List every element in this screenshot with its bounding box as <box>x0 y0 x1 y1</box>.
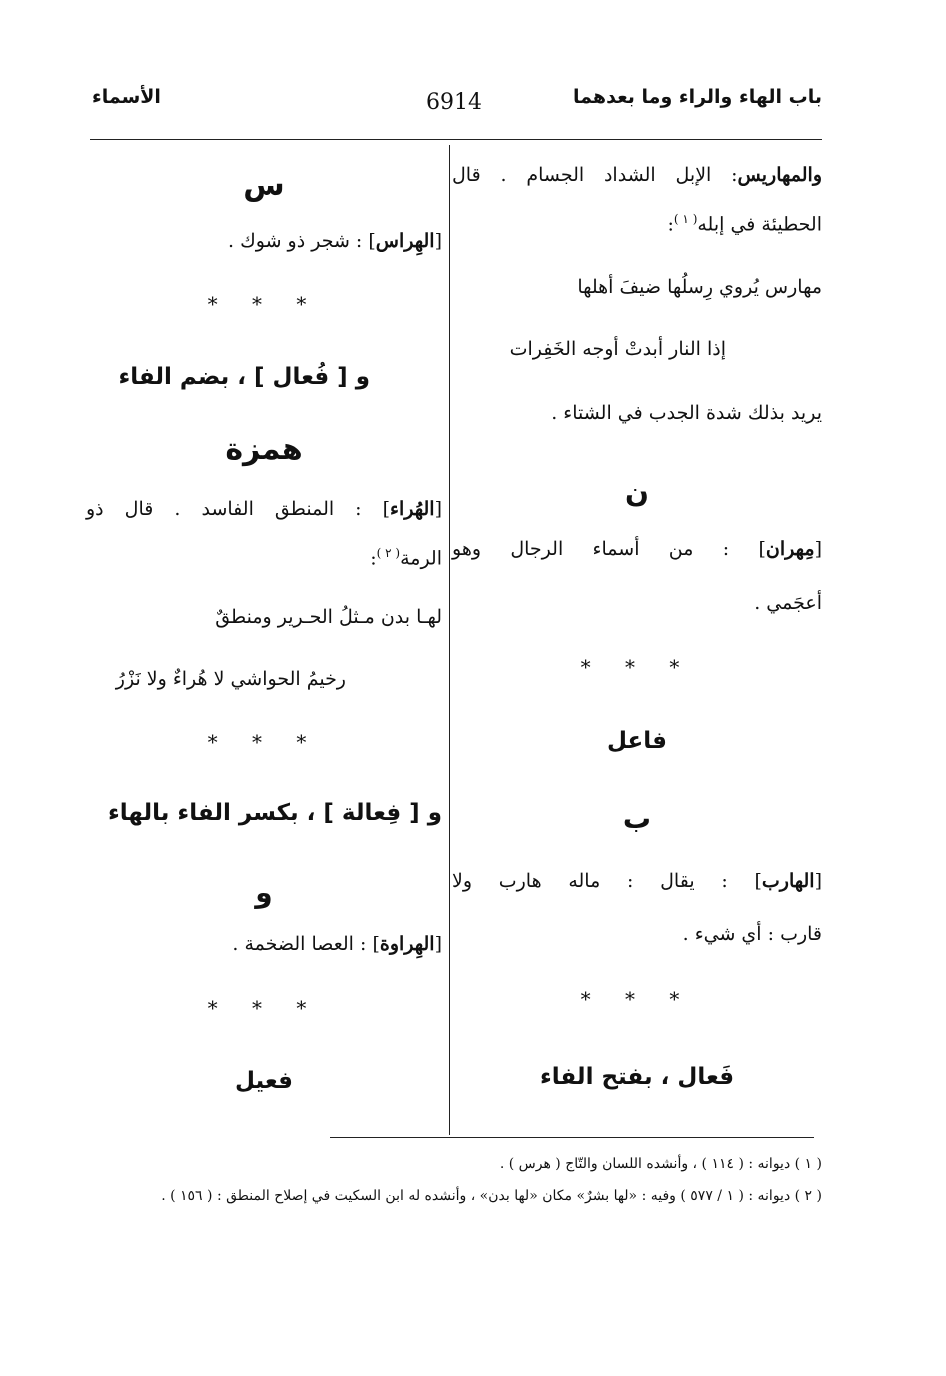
section-separator-stars: * * * <box>207 996 321 1020</box>
entry-maharees-line5: يريد بذلك شدة الجدب في الشتاء . <box>551 402 822 424</box>
verse-line-2: رخيمُ الحواشي لا هُراءٌ ولا نَزْرُ <box>115 668 346 690</box>
bracket: [ <box>814 870 822 892</box>
definition-text: ] : المنطق الفاسد . قال ذو <box>86 498 391 520</box>
entry-hiras <box>228 230 442 252</box>
headword-harib: الهارب <box>761 870 815 892</box>
footnote-rule <box>330 1137 814 1138</box>
bracket: [ <box>434 933 442 955</box>
bracket: [ <box>434 498 442 520</box>
pattern-heading-fa-al: فَعال ، بفتح الفاء <box>539 1064 735 1090</box>
entry-huraa-line1 <box>86 498 442 520</box>
definition-text: الحطيئة في إبله <box>697 213 822 236</box>
headword-hirawa: الهِراوة <box>379 933 435 955</box>
headword-hiras: الهِراس <box>375 230 435 252</box>
entry-harib-line2: قارب : أي شيء . <box>682 923 822 945</box>
entry-maharees-line1 <box>452 164 822 186</box>
headword-mihran: مِهران <box>765 538 815 560</box>
pattern-heading-fi-ala: و [ فِعالة ] ، بكسر الفاء بالهاء <box>107 800 442 826</box>
letter-heading-ba: ب <box>622 802 652 835</box>
section-separator-stars: * * * <box>580 655 694 679</box>
column-divider <box>449 145 450 1135</box>
running-header-section: الأسماء <box>92 86 161 108</box>
definition-text: : الإبل الشداد الجسام . قال <box>452 164 738 186</box>
definition-text: الرمة <box>400 547 442 570</box>
colon: : <box>667 213 674 236</box>
definition-text: ] : شجر ذو شوك . <box>228 230 376 252</box>
section-separator-stars: * * * <box>580 987 694 1011</box>
entry-mihran-line1 <box>452 538 822 560</box>
verse-line-1: لهـا بدن مـثلُ الحـرير ومنطقٌ <box>215 606 442 628</box>
entry-maharees-line2 <box>668 212 822 235</box>
verse-line-2: إذا النار أبدتْ أوجه الخَفِرات <box>509 338 726 360</box>
section-separator-stars: * * * <box>207 292 321 316</box>
entry-mihran-line2: أعجَمي . <box>754 592 822 614</box>
page-number: 6914 <box>426 90 482 115</box>
pattern-heading-fa-eel: فعيل <box>235 1068 293 1094</box>
pattern-heading-fu-al: و [ فُعال ] ، بضم الفاء <box>118 364 370 390</box>
subheading-hamza: همزة <box>225 432 303 467</box>
definition-text: ] : يقال : ماله هارب ولا <box>452 870 762 892</box>
footnote-1: ( ١ ) ديوانه : ( ١١٤ ) ، وأنشده اللسان والتّاج ( هرس ) . <box>499 1156 822 1172</box>
entry-harib-line1 <box>452 870 822 892</box>
letter-heading-waw: و <box>255 876 273 909</box>
bracket: [ <box>434 230 442 252</box>
pattern-heading-faaeel: فاعل <box>607 728 667 754</box>
verse-line-1: مهارس يُروي رِسلُها ضيفَ أهلها <box>577 276 822 298</box>
entry-huraa-line2 <box>370 546 442 569</box>
letter-heading-seen: س <box>243 168 285 203</box>
section-separator-stars: * * * <box>207 730 321 754</box>
entry-hirawa <box>232 933 442 955</box>
running-header-chapter: باب الهاء والراء وما بعدهما <box>573 86 822 108</box>
headword-huraa: الهُراء <box>390 498 435 520</box>
headword-maharees: والمهاريس <box>737 164 822 186</box>
definition-text: ] : من أسماء الرجال وهو <box>452 538 766 560</box>
colon: : <box>370 547 377 570</box>
footnote-ref-2: ( ٢ ) <box>376 546 401 560</box>
bracket: [ <box>814 538 822 560</box>
header-rule <box>90 139 822 140</box>
letter-heading-noon: ن <box>625 476 649 509</box>
definition-text: ] : العصا الضخمة . <box>232 933 380 955</box>
footnote-ref-1: ( ١ ) <box>673 212 698 226</box>
footnote-2: ( ٢ ) ديوانه : ( ١ / ٥٧٧ ) وفيه : «لها بشرٌ» مكان «لها بدن» ، وأنشده له ابن السكيت في إصلاح المنطق : ( ١٥٦ ) . <box>161 1188 822 1204</box>
